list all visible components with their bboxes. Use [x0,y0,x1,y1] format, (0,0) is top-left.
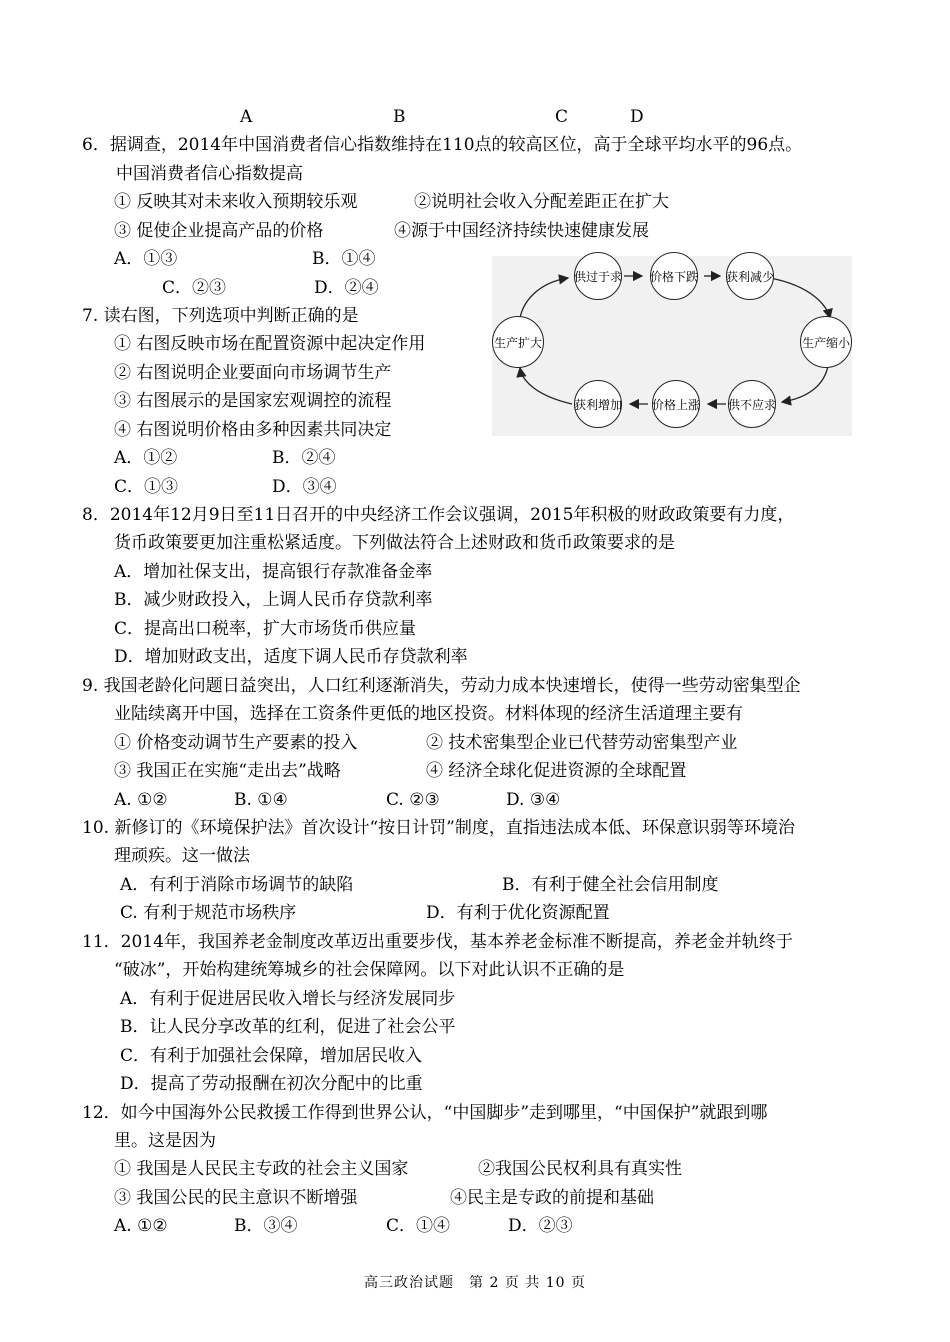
q8-stem-line1: 8．2014年12月9日至11日召开的中央经济工作会议强调，2015年积极的财政政策要有力度， [82,505,795,525]
node-production-expand: 生产扩大 [492,316,544,368]
q9-option-a: A. ①② [114,790,168,810]
q6-statement-3: ③ 促使企业提高产品的价格 [114,221,324,241]
q12-statement-3: ③ 我国公民的民主意识不断增强 [114,1188,358,1208]
q11-option-d: D．提高了劳动报酬在初次分配中的比重 [120,1074,423,1094]
q7-statement-2: ② 右图说明企业要面向市场调节生产 [114,363,392,383]
node-price-fall: 价格下跌 [650,252,698,300]
q12-option-a: A. ①② [114,1216,168,1236]
q12-statement-2: ②我国公民权利具有真实性 [478,1159,682,1179]
q9-statement-2: ② 技术密集型企业已代替劳动密集型产业 [426,733,738,753]
q6-statement-1: ① 反映其对未来收入预期较乐观 [114,192,358,212]
top-label-c: C [555,107,569,127]
node-undersupply: 供不应求 [728,380,776,428]
node-profit-increase: 获利增加 [574,380,622,428]
q12-option-b: B．③④ [234,1216,298,1236]
q10-option-a: A．有利于消除市场调节的缺陷 [120,875,354,895]
q12-statement-4: ④民主是专政的前提和基础 [450,1188,654,1208]
top-label-b: B [393,107,406,127]
q8-option-b: B．减少财政投入，上调人民币存贷款利率 [114,590,433,610]
q9-statement-1: ① 价格变动调节生产要素的投入 [114,733,358,753]
top-label-a: A [240,107,253,127]
q11-option-a: A．有利于促进居民收入增长与经济发展同步 [120,989,456,1009]
q6-option-d: D．②④ [314,278,379,298]
node-oversupply: 供过于求 [574,252,622,300]
q7-option-b: B．②④ [272,448,336,468]
q11-option-b: B．让人民分享改革的红利，促进了社会公平 [120,1017,456,1037]
q10-option-c: C. 有利于规范市场秩序 [120,903,297,923]
q10-option-d: D．有利于优化资源配置 [426,903,610,923]
q6-option-c: C．②③ [162,278,227,298]
q9-option-d: D. ③④ [506,790,561,810]
q7-option-c: C．①③ [114,477,179,497]
q9-option-b: B. ①④ [234,790,288,810]
q12-statement-1: ① 我国是人民民主专政的社会主义国家 [114,1159,409,1179]
q10-stem-line2: 理顽疾。这一做法 [114,846,250,866]
q6-statement-4: ④源于中国经济持续快速健康发展 [394,221,649,241]
page-footer: 高三政治试题 第 2 页 共 10 页 [364,1275,586,1291]
q12-option-c: C．①④ [386,1216,451,1236]
top-label-d: D [630,107,644,127]
q9-stem-line2: 业陆续离开中国，选择在工资条件更低的地区投资。材料体现的经济生活道理主要有 [114,704,743,724]
node-production-shrink: 生产缩小 [800,316,852,368]
q7-statement-4: ④ 右图说明价格由多种因素共同决定 [114,420,392,440]
q11-option-c: C．有利于加强社会保障，增加居民收入 [120,1046,423,1066]
q9-option-c: C. ②③ [386,790,440,810]
q7-statement-3: ③ 右图展示的是国家宏观调控的流程 [114,391,392,411]
q11-stem-line2: “破冰”，开始构建统筹城乡的社会保障网。以下对此认识不正确的是 [114,960,625,980]
q12-stem-line2: 里。这是因为 [114,1131,216,1151]
q12-option-d: D．②③ [508,1216,573,1236]
q7-statement-1: ① 右图反映市场在配置资源中起决定作用 [114,334,426,354]
market-cycle-diagram [492,256,852,436]
q11-stem-line1: 11．2014年，我国养老金制度改革迈出重要步伐，基本养老金标准不断提高，养老金并轨终于 [82,932,793,952]
q8-stem-line2: 货币政策要更加注重松紧适度。下列做法符合上述财政和货币政策要求的是 [114,533,675,553]
q6-option-b: B．①④ [312,249,376,269]
q9-statement-3: ③ 我国正在实施“走出去”战略 [114,761,341,781]
q7-stem: 7. 读右图，下列选项中判断正确的是 [82,306,359,326]
q7-option-d: D．③④ [272,477,337,497]
q8-option-a: A．增加社保支出，提高银行存款准备金率 [114,562,433,582]
q7-option-a: A．①② [114,448,178,468]
q6-statement-2: ②说明社会收入分配差距正在扩大 [414,192,669,212]
q9-stem-line1: 9. 我国老龄化问题日益突出，人口红利逐渐消失，劳动力成本快速增长，使得一些劳动密集型企 [82,676,801,696]
q10-option-b: B．有利于健全社会信用制度 [502,875,719,895]
q10-stem-line1: 10. 新修订的《环境保护法》首次设计“按日计罚”制度，直指违法成本低、环保意识弱等环境治 [82,818,795,838]
q8-option-d: D．增加财政支出，适度下调人民币存贷款利率 [114,647,468,667]
q12-stem-line1: 12．如今中国海外公民救援工作得到世界公认，“中国脚步”走到哪里，“中国保护”就跟到哪 [82,1103,768,1123]
q6-stem-line1: 6．据调查，2014年中国消费者信心指数维持在110点的较高区位，高于全球平均水平的96点。 [82,135,803,155]
node-price-rise: 价格上涨 [652,380,700,428]
q9-statement-4: ④ 经济全球化促进资源的全球配置 [426,761,687,781]
q6-stem-line2: 中国消费者信心指数提高 [116,164,303,184]
node-profit-decrease: 获利减少 [726,252,774,300]
q8-option-c: C．提高出口税率，扩大市场货币供应量 [114,619,417,639]
q6-option-a: A．①③ [114,249,178,269]
